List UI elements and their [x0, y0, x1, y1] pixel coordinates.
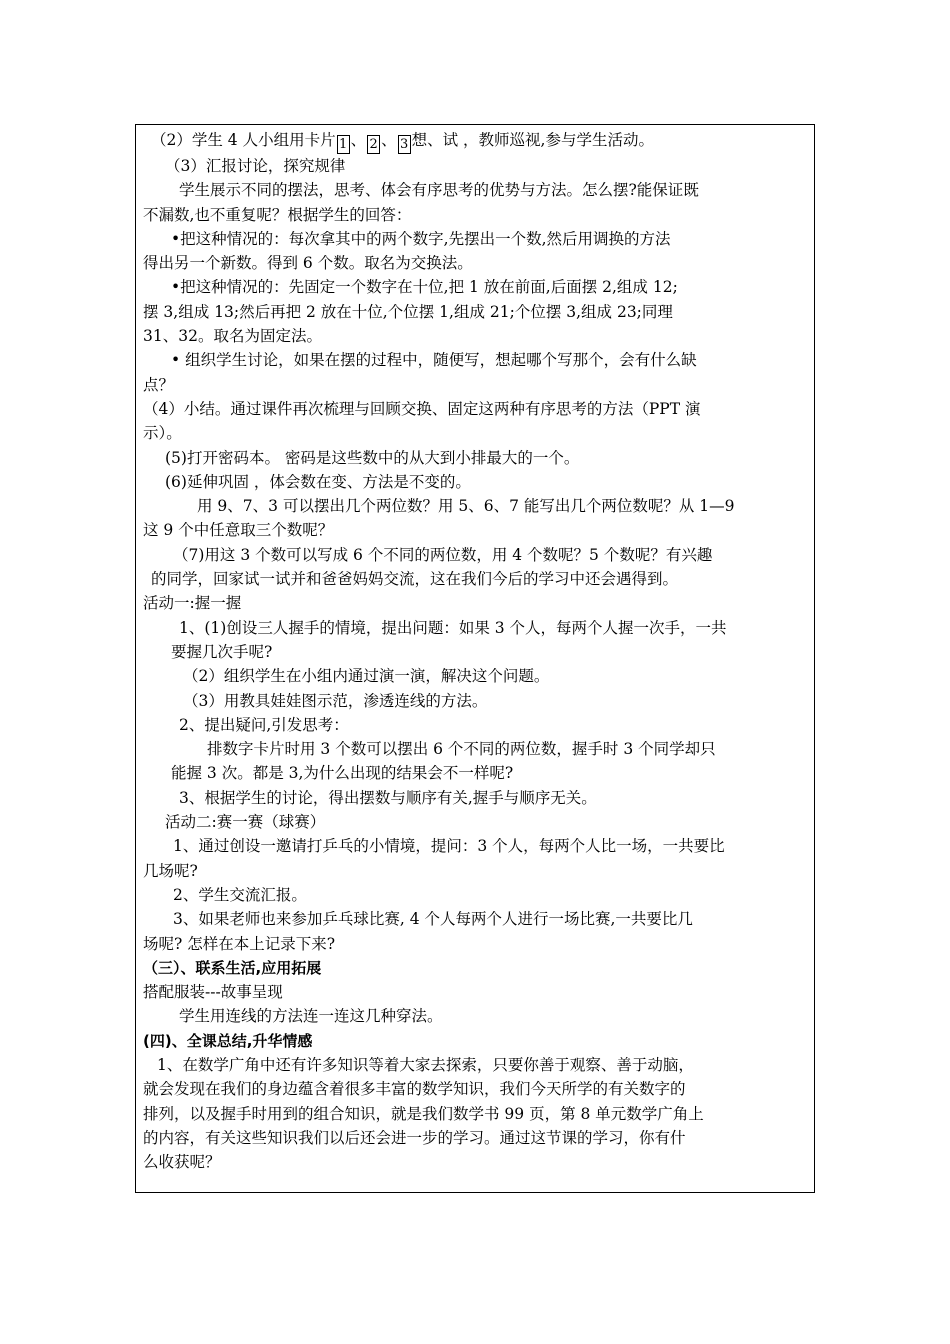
text-line: (6)延伸巩固 ，体会数在变、方法是不变的。	[165, 472, 471, 491]
text-line: 几场呢?	[143, 861, 198, 880]
text-line: 3、如果老师也来参加乒乓球比赛, 4 个人每两个人进行一场比赛,一共要比几	[173, 910, 693, 929]
text-line: （3）用教具娃娃图示范，渗透连线的方法。	[183, 691, 488, 710]
number-card: 3	[398, 135, 411, 154]
text-line: 点？	[143, 375, 175, 394]
text-line: 的同学，回家试一试并和爸爸妈妈交流，这在我们今后的学习中还会遇得到。	[151, 570, 679, 589]
text-line: 2、提出疑问,引发思考：	[179, 715, 349, 734]
text-line: (5)打开密码本。 密码是这些数中的从大到小排最大的一个。	[165, 448, 580, 467]
number-card: 1	[337, 135, 350, 154]
text-line: • 组织学生讨论，如果在摆的过程中，随便写，想起哪个写那个，会有什么缺	[171, 351, 697, 370]
text-line: 学生用连线的方法连一连这几种穿法。	[179, 1007, 443, 1026]
text-line: （4）小结。通过课件再次梳理与回顾交换、固定这两种有序思考的方法（PPT 演	[143, 399, 701, 418]
text-line: 学生展示不同的摆法，思考、体会有序思考的优势与方法。怎么摆?能保证既	[179, 181, 699, 200]
text-line	[143, 128, 811, 154]
lesson-plan-table-cell	[135, 124, 815, 1193]
text-line: （2）组织学生在小组内通过演一演，解决这个问题。	[183, 667, 550, 686]
text-line: 这 9 个中任意取三个数呢？	[143, 521, 334, 540]
section-heading: （三）、联系生活,应用拓展	[143, 958, 322, 977]
text-line: 得出另一个新数。得到 6 个数。取名为交换法。	[143, 254, 473, 273]
text-segment: 想、试 ，教师巡视,参与学生活动。	[411, 131, 654, 149]
text-segment: （2）学生 4 人小组用卡片	[151, 131, 336, 149]
separator: 、	[350, 131, 367, 149]
text-line: 1、通过创设一邀请打乒乓的小情境，提问：3 个人，每两个人比一场，一共要比	[173, 837, 725, 856]
text-line: （3）汇报讨论，探究规律	[165, 157, 346, 175]
text-line: 1、在数学广角中还有许多知识等着大家去探索，只要你善于观察、善于动脑，	[157, 1055, 694, 1074]
text-line: 排列，以及握手时用到的组合知识，就是我们数学书 99 页，第 8 单元数学广角上	[143, 1104, 704, 1123]
text-line: 活动二:赛一赛（球赛）	[165, 813, 326, 832]
text-line: •把这种情况的：每次拿其中的两个数字,先摆出一个数,然后用调换的方法	[171, 229, 671, 248]
text-line: 活动一:握一握	[143, 594, 242, 613]
text-line: 的内容，有关这些知识我们以后还会进一步的学习。通过这节课的学习，你有什	[143, 1128, 686, 1147]
text-line: 能握 3 次。都是 3,为什么出现的结果会不一样呢?	[171, 764, 514, 783]
text-line: 1、(1)创设三人握手的情境，提出问题：如果 3 个人，每两个人握一次手，一共	[179, 618, 727, 637]
number-card: 2	[367, 135, 380, 154]
text-line: 不漏数,也不重复呢？根据学生的回答：	[143, 205, 412, 224]
text-line: 31、32。取名为固定法。	[143, 327, 322, 346]
text-line: 3、根据学生的讨论，得出摆数与顺序有关,握手与顺序无关。	[179, 788, 597, 807]
text-line: 2、学生交流汇报。	[173, 885, 307, 904]
lesson-plan-text	[143, 128, 811, 1174]
section-heading: (四)、全课总结,升华情感	[143, 1031, 313, 1050]
text-line: 示）。	[143, 424, 182, 443]
text-line: 场呢? 怎样在本上记录下来?	[143, 934, 336, 953]
text-line: •把这种情况的：先固定一个数字在十位,把 1 放在前面,后面摆 2,组成 12;	[171, 278, 678, 297]
text-line: 用 9、7、3 可以摆出几个两位数？用 5、6、7 能写出几个两位数呢？从 1—9	[197, 497, 735, 516]
text-line: 么收获呢？	[143, 1153, 221, 1172]
text-line: 摆 3,组成 13;然后再把 2 放在十位,个位摆 1,组成 21;个位摆 3,组成 23;同理	[143, 302, 673, 321]
text-line: 要握几次手呢?	[171, 642, 273, 661]
separator: 、	[381, 131, 397, 149]
text-line: 就会发现在我们的身边蕴含着很多丰富的数学知识，我们今天所学的有关数字的	[143, 1080, 686, 1099]
text-line: （7)用这 3 个数可以写成 6 个不同的两位数，用 4 个数呢？5 个数呢？有兴趣	[173, 545, 713, 564]
text-line: 搭配服装---故事呈现	[143, 983, 283, 1002]
text-line: 排数字卡片时用 3 个数可以摆出 6 个不同的两位数，握手时 3 个同学却只	[207, 740, 716, 759]
